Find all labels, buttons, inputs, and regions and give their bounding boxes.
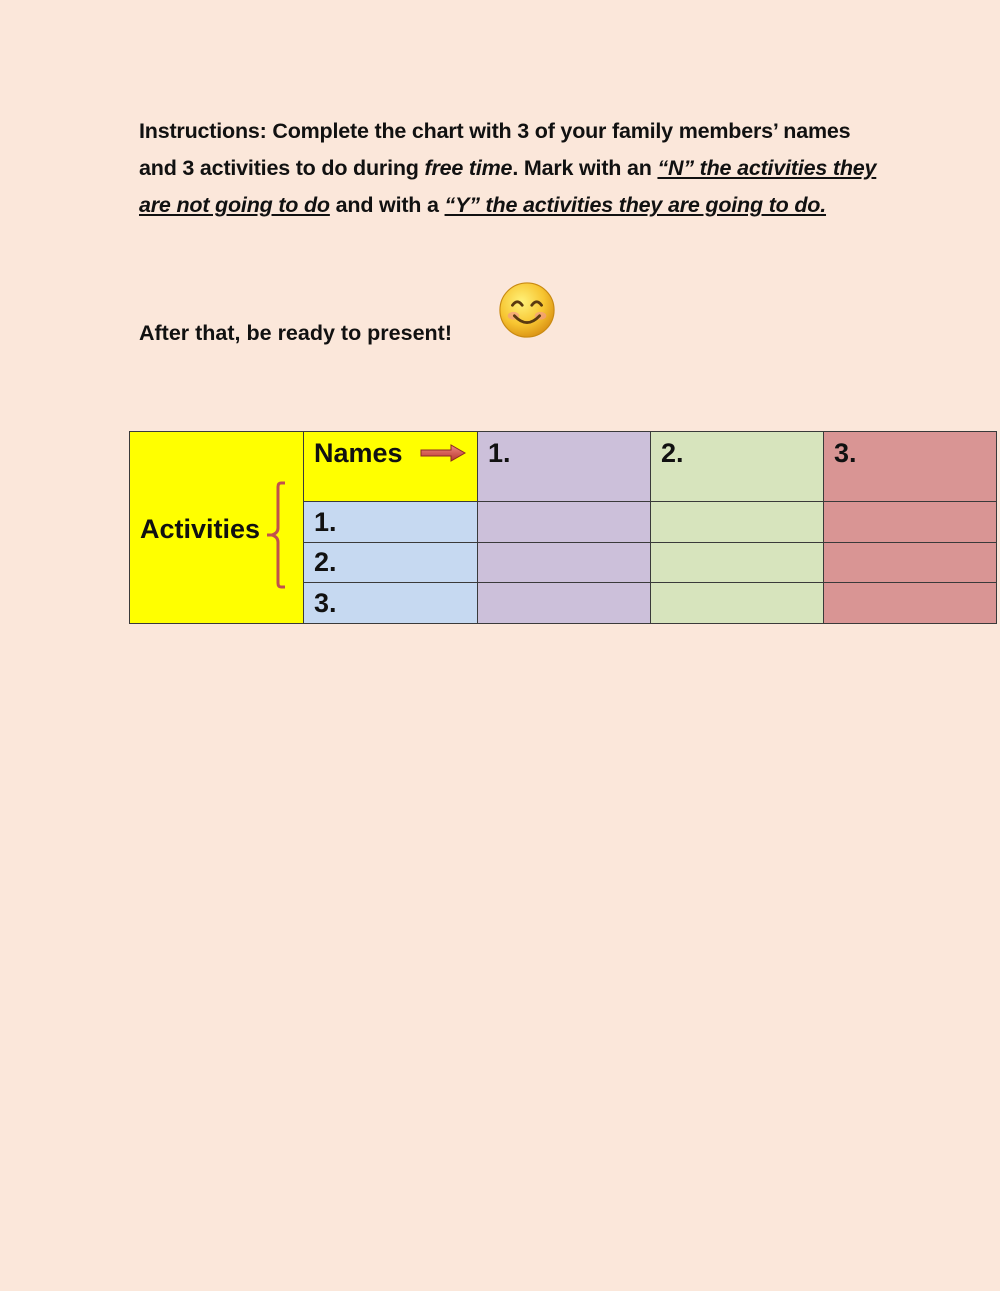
instructions-text-part1: Instructions: Complete the chart with 3 of your family members’ names and 3 activities to do during xyxy=(139,119,851,180)
answer-cell-r1-c3[interactable] xyxy=(823,501,997,543)
smiling-face-icon xyxy=(498,281,556,339)
answer-cell-r1-c1[interactable] xyxy=(477,501,651,543)
answer-cell-r2-c3[interactable] xyxy=(823,542,997,583)
name-column-3-header[interactable]: 3. xyxy=(823,431,997,502)
free-time-text: free time xyxy=(424,156,513,180)
activity-row-3-label[interactable]: 3. xyxy=(303,582,478,624)
activities-header-cell xyxy=(129,431,304,624)
names-header-cell xyxy=(303,431,478,502)
instructions-text-part2: . Mark with an xyxy=(512,156,658,180)
instructions-paragraph xyxy=(139,113,879,224)
answer-cell-r3-c1[interactable] xyxy=(477,582,651,624)
answer-cell-r3-c3[interactable] xyxy=(823,582,997,624)
instructions-text-part3: and with a xyxy=(329,193,445,217)
activities-label: Activities xyxy=(140,514,261,544)
activity-row-2-label[interactable]: 2. xyxy=(303,542,478,583)
left-brace-icon xyxy=(267,480,297,590)
y-mark-text: “Y” the activities they are going to do. xyxy=(444,193,827,217)
right-arrow-icon xyxy=(420,444,466,462)
after-text: After that, be ready to present! xyxy=(139,321,452,345)
names-label: Names xyxy=(314,438,403,468)
name-column-1-header[interactable]: 1. xyxy=(477,431,651,502)
answer-cell-r3-c2[interactable] xyxy=(650,582,824,624)
answer-cell-r2-c2[interactable] xyxy=(650,542,824,583)
name-column-2-header[interactable]: 2. xyxy=(650,431,824,502)
activity-row-1-label[interactable]: 1. xyxy=(303,501,478,543)
answer-cell-r1-c2[interactable] xyxy=(650,501,824,543)
answer-cell-r2-c1[interactable] xyxy=(477,542,651,583)
n-mark-text: “N” the activities they are not going to do xyxy=(139,156,877,217)
